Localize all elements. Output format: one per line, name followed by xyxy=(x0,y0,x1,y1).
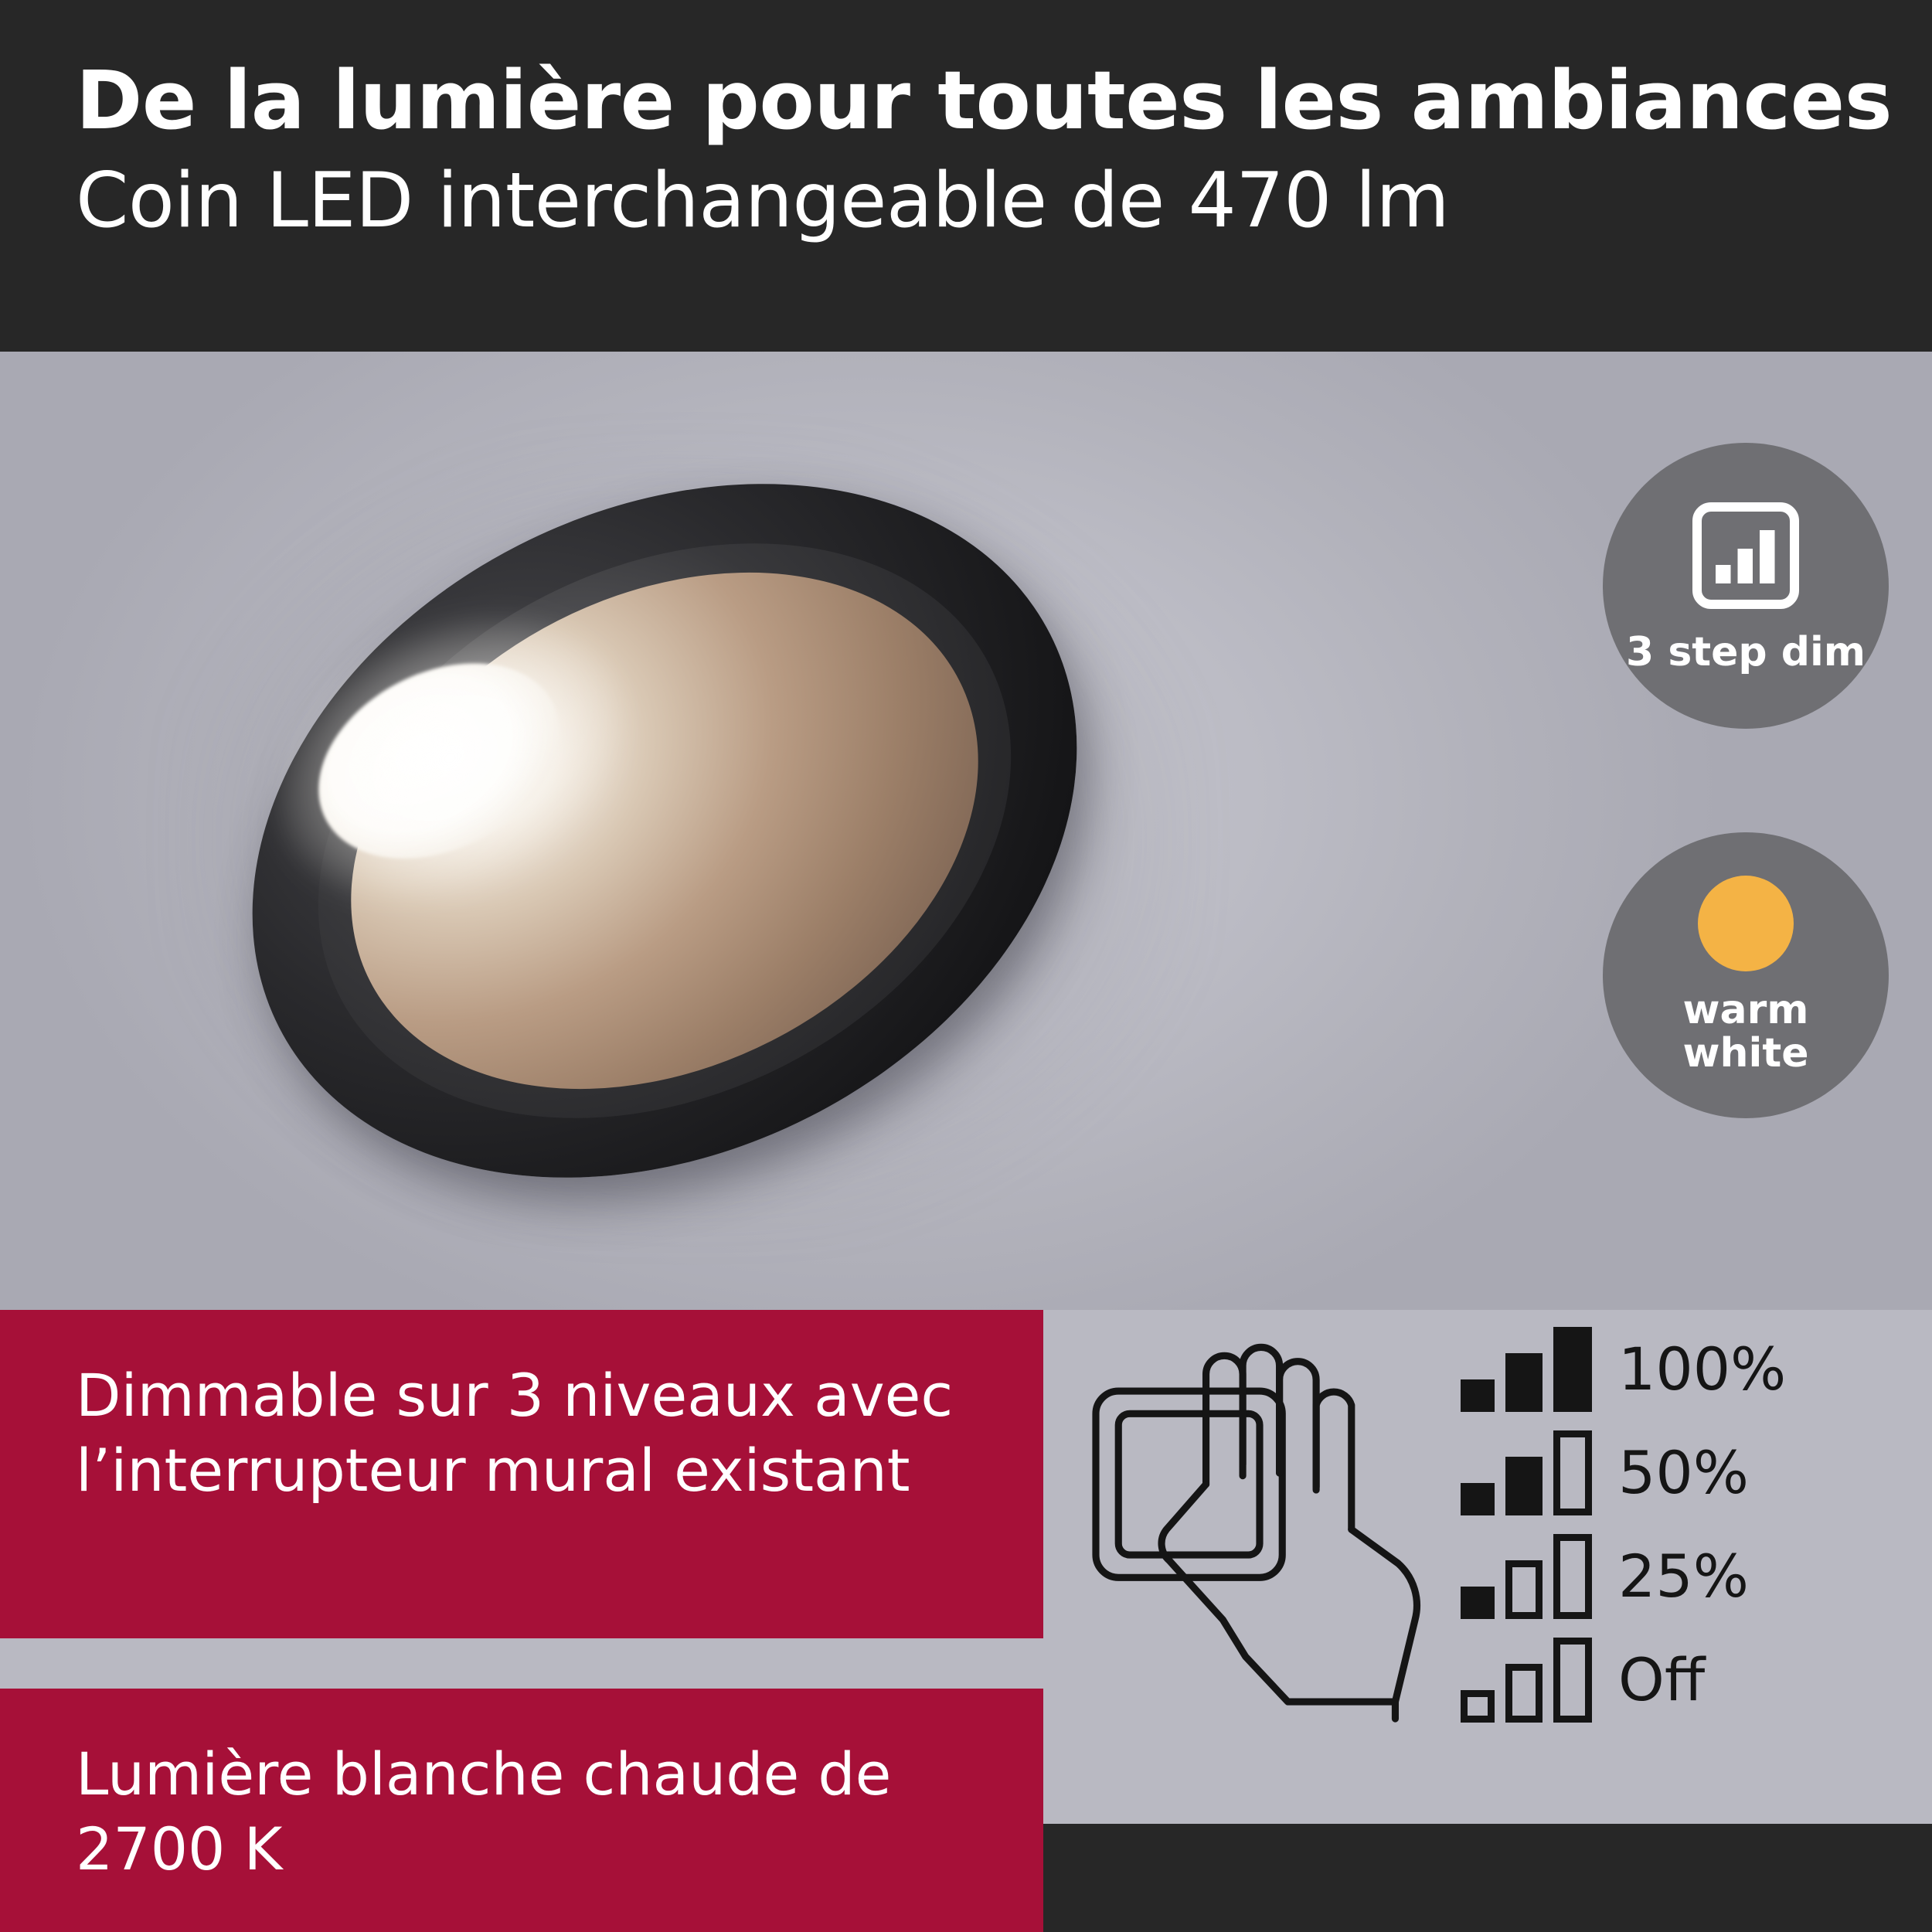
dim-step-label-off: Off xyxy=(1618,1645,1706,1714)
dim-step-bars-25 xyxy=(1461,1534,1592,1619)
bar-large xyxy=(1553,1638,1592,1723)
footer-strip xyxy=(1043,1824,1932,1932)
dim-step-row xyxy=(1461,1421,1924,1525)
page-title: De la lumière pour toutes les ambiances xyxy=(76,53,1893,148)
badge-label-3-step-dim: 3 step dim xyxy=(1626,628,1866,675)
bar-small xyxy=(1461,1483,1495,1515)
bar-small xyxy=(1461,1690,1495,1723)
bar-chart-icon xyxy=(1688,498,1804,614)
badge-label-warm-white-line2: white xyxy=(1682,1030,1809,1077)
badge-label-warm-white xyxy=(1682,988,1808,1075)
page-subtitle: Coin LED interchangeable de 470 lm xyxy=(76,157,1450,246)
claim-block-dimmable xyxy=(0,1310,1043,1638)
badge-warm-white xyxy=(1603,832,1889,1118)
bar-medium xyxy=(1505,1560,1543,1619)
badge-3-step-dim xyxy=(1603,443,1889,729)
dim-step-row xyxy=(1461,1525,1924,1628)
recessed-led-downlight-photo xyxy=(0,352,1932,1310)
dim-step-label-100: 100% xyxy=(1618,1335,1787,1403)
bar-large xyxy=(1553,1430,1592,1515)
claim-text-warm-white: Lumière blanche chaude de 2700 K xyxy=(76,1740,892,1884)
dim-step-row xyxy=(1461,1318,1924,1421)
background-strip xyxy=(0,1638,1043,1689)
dim-step-row xyxy=(1461,1628,1924,1732)
bar-large xyxy=(1553,1327,1592,1412)
dim-step-bars-50 xyxy=(1461,1430,1592,1515)
claim-text-dimmable: Dimmable sur 3 niveaux avec l’interrupteur mural existant xyxy=(76,1361,954,1505)
claim-block-warm-white xyxy=(0,1689,1043,1932)
bar-small xyxy=(1461,1379,1495,1412)
hand-pressing-wall-switch-icon xyxy=(1074,1318,1445,1727)
bar-large xyxy=(1553,1534,1592,1619)
warm-color-dot-icon xyxy=(1698,876,1794,971)
bar-medium xyxy=(1505,1664,1543,1723)
dim-step-bars-100 xyxy=(1461,1327,1592,1412)
bar-medium xyxy=(1505,1353,1543,1412)
dim-step-bars-off xyxy=(1461,1638,1592,1723)
badge-label-warm-white-line1: warm xyxy=(1682,986,1809,1033)
header-banner xyxy=(0,0,1932,352)
dim-step-list xyxy=(1461,1318,1924,1732)
dim-step-label-25: 25% xyxy=(1618,1542,1749,1611)
dim-step-label-50: 50% xyxy=(1618,1438,1749,1507)
bar-small xyxy=(1461,1587,1495,1619)
bar-medium xyxy=(1505,1457,1543,1515)
